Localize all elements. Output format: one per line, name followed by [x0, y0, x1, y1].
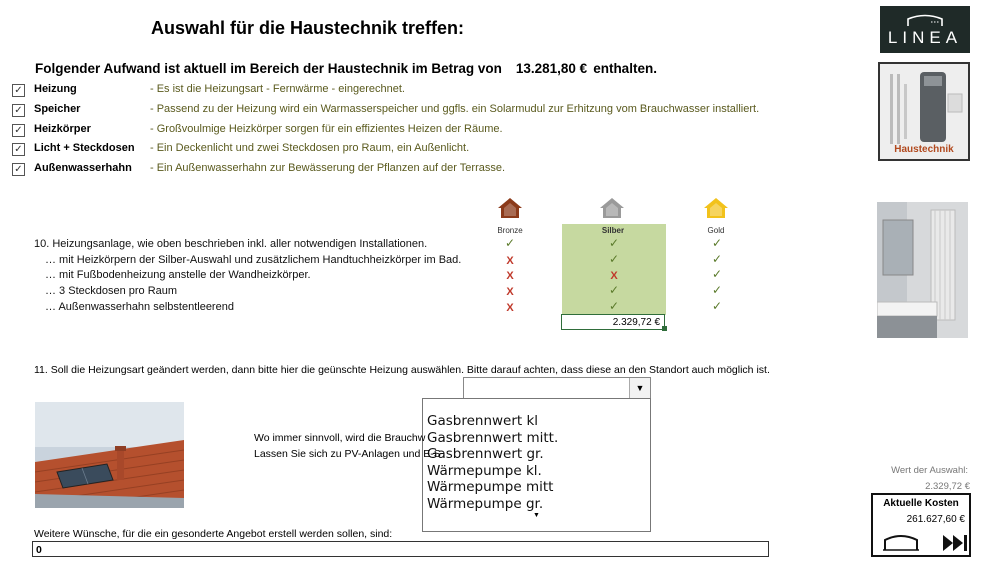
cross-mark-icon: X	[506, 302, 514, 314]
check-mark-icon: ✓	[608, 299, 620, 313]
comparison-row-text: … mit Fußbodenheizung anstelle der Wandheizkörper.	[45, 269, 311, 281]
cross-mark-icon: X	[506, 255, 514, 267]
selection-value-label: Wert der Auswahl:	[891, 465, 968, 476]
checkbox[interactable]: ✓	[12, 84, 25, 97]
comparison-row-text: … Außenwasserhahn selbstentleerend	[45, 301, 234, 313]
tier-label-gold: Gold	[707, 226, 725, 235]
check-mark-icon: ✓	[711, 252, 723, 266]
budget-suffix: enthalten.	[593, 61, 657, 76]
feature-description: - Großvoulmige Heizkörper sorgen für ein effizientes Heizen der Räume.	[150, 123, 503, 135]
note-line-1: Wo immer sinnvoll, wird die Brauchw	[254, 432, 426, 444]
current-costs-box	[871, 493, 971, 557]
option-item[interactable]: Wärmepumpe gr.	[427, 495, 544, 512]
check-mark-icon: ✓	[608, 252, 620, 266]
silver-house-icon[interactable]	[599, 197, 625, 219]
check-mark-icon: ✓	[608, 236, 620, 250]
feature-name: Licht + Steckdosen	[34, 142, 135, 154]
feature-row-heizkoerper	[12, 122, 772, 140]
tier-label-silber: Silber	[601, 226, 625, 235]
checkbox[interactable]: ✓	[12, 143, 25, 156]
checkbox[interactable]: ✓	[12, 124, 25, 137]
selection-value: 2.329,72 €	[925, 481, 970, 492]
feature-description: - Ein Deckenlicht und zwei Steckdosen pro Raum, ein Außenlicht.	[150, 142, 470, 154]
selected-price-cell[interactable]: 2.329,72 €	[561, 314, 665, 330]
check-mark-icon: ✓	[608, 283, 620, 297]
bronze-house-icon[interactable]	[497, 197, 523, 219]
checkbox[interactable]: ✓	[12, 163, 25, 176]
check-mark-icon: ✓	[711, 236, 723, 250]
option-item[interactable]: Gasbrennwert gr.	[427, 446, 544, 462]
thumbnail-label: Haustechnik	[894, 144, 954, 155]
scroll-down-icon[interactable]: ▼	[533, 512, 540, 519]
logo-text: LINEA	[887, 28, 963, 47]
wishes-input[interactable]: 0	[32, 541, 769, 557]
feature-description: - Es ist die Heizungsart - Fernwärme - eingerechnet.	[150, 83, 405, 95]
feature-name: Heizkörper	[34, 123, 91, 135]
cross-mark-icon: X	[506, 270, 514, 282]
option-item[interactable]: Wärmepumpe mitt	[427, 479, 554, 495]
comparison-row-text: … 3 Steckdosen pro Raum	[45, 285, 178, 297]
feature-name: Außenwasserhahn	[34, 162, 132, 174]
heating-type-options	[422, 398, 651, 532]
roof-solar-photo	[35, 402, 184, 508]
cross-mark-icon: X	[610, 270, 618, 282]
gold-house-icon[interactable]	[703, 197, 729, 219]
cell-fill-handle[interactable]	[662, 326, 667, 331]
feature-name: Speicher	[34, 103, 81, 115]
current-costs-value: 261.627,60 €	[906, 514, 965, 525]
house-outline-icon	[905, 13, 945, 27]
feature-description: - Passend zu der Heizung wird ein Warmasserspeicher und ggfls. ein Solarmudul zur Erhitzung vom Brauchwasser installiert.	[150, 103, 760, 115]
note-line-2: Lassen Sie sich zu PV-Anlagen und E-S	[254, 448, 441, 460]
option-item[interactable]: Gasbrennwert kl	[427, 413, 539, 429]
option-item[interactable]: Wärmepumpe kl.	[427, 462, 542, 479]
wishes-label: Weitere Wünsche, für die ein gesonderte Angebot erstell werden sollen, sind:	[34, 528, 393, 540]
question-11-text: 11. Soll die Heizungsart geändert werden, dann bitte hier die geünschte Heizung auswählen. Bitte darauf achten, dass diese an den Standort auch möglich ist.	[34, 364, 770, 376]
chevron-down-icon[interactable]: ▼	[629, 378, 650, 398]
feature-description: - Ein Außenwasserhahn zur Bewässerung der Pflanzen auf der Terrasse.	[150, 162, 506, 174]
budget-summary	[35, 61, 657, 76]
bathroom-photo	[877, 202, 968, 338]
checkbox[interactable]: ✓	[12, 104, 25, 117]
budget-prefix: Folgender Aufwand ist aktuell im Bereich der Haustechnik im Betrag von	[35, 61, 502, 76]
comparison-row-text: … mit Heizkörpern der Silber-Auswahl und zusätzlichem Handtuchheizkörper im Bad.	[45, 254, 462, 266]
linea-logo[interactable]	[880, 6, 970, 53]
feature-row-speicher	[12, 102, 772, 120]
check-mark-icon: ✓	[504, 236, 516, 250]
check-mark-icon: ✓	[711, 283, 723, 297]
feature-row-aussenwasserhahn	[12, 161, 772, 179]
feature-row-licht	[12, 141, 772, 159]
option-item[interactable]: Gasbrennwert mitt.	[427, 429, 559, 446]
page-title: Auswahl für die Haustechnik treffen:	[151, 18, 465, 38]
budget-amount: 13.281,80 €	[515, 61, 588, 76]
heating-type-select[interactable]	[463, 377, 651, 399]
cross-mark-icon: X	[506, 286, 514, 298]
home-icon[interactable]	[883, 531, 919, 551]
feature-row-heizung	[12, 82, 772, 100]
tier-label-bronze: Bronze	[497, 226, 523, 235]
feature-name: Heizung	[34, 83, 77, 95]
check-mark-icon: ✓	[711, 299, 723, 313]
haustechnik-thumbnail[interactable]	[878, 62, 970, 161]
current-costs-title: Aktuelle Kosten	[883, 498, 959, 509]
skip-forward-icon[interactable]	[943, 535, 969, 551]
check-mark-icon: ✓	[711, 267, 723, 281]
comparison-row-text: 10. Heizungsanlage, wie oben beschrieben inkl. aller notwendigen Installationen.	[34, 238, 428, 250]
